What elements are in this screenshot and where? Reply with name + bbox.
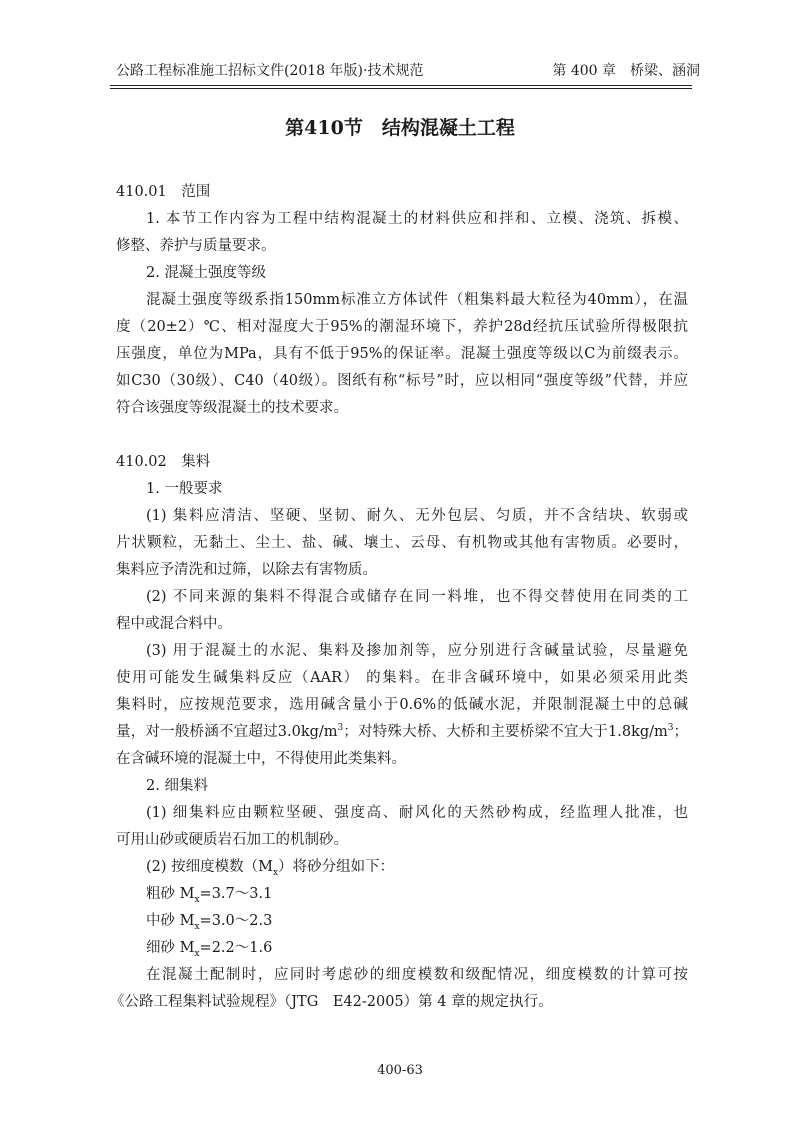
paragraph-line: 符合该强度等级混凝土的技术要求。 bbox=[116, 400, 348, 416]
sand-grade-coarse: 粗砂 $M_x=3.7\sim 3.1$ bbox=[146, 886, 273, 905]
paragraph-line: 量，对一般桥涵不宜超过$3.0kg/m^3$；对特殊大桥、大桥和主要桥梁不宜大于$1.8kg/m^3$； bbox=[116, 723, 689, 740]
paragraph-line: (1) 细集料应由颗粒坚硬、强度高、耐风化的天然砂构成，经监理人批准，也 bbox=[146, 805, 688, 821]
list-item-title: 2. 混凝土强度等级 bbox=[146, 265, 266, 281]
paragraph-line: 在含碱环境的混凝土中，不得使用此类集料。 bbox=[116, 751, 406, 767]
sand-grade-medium: 中砂 $M_x=3.0\sim 2.3$ bbox=[146, 913, 273, 932]
paragraph-line: (2) 按细度模数$(M_x)$将砂分组如下： bbox=[146, 859, 395, 878]
page-number: 400-63 bbox=[377, 1063, 423, 1078]
header-rule-thin bbox=[110, 88, 692, 89]
paragraph-line: 在混凝土配制时，应同时考虑砂的细度模数和级配情况，细度模数的计算可按 bbox=[146, 967, 688, 983]
paragraph-line: 混凝土强度等级系指150mm标准立方体试件（粗集料最大粒径为40mm），在温 bbox=[146, 292, 688, 308]
paragraph-line: 片状颗粒，无黏土、尘土、盐、碱、壤土、云母、有机物或其他有害物质。必要时， bbox=[116, 535, 688, 551]
paragraph-line: 压强度，单位为MPa，具有不低于95%的保证率。混凝土强度等级以C为前缀表示。 bbox=[116, 346, 688, 362]
sand-grade-fine: 细砂 $M_x=2.2\sim 1.6$ bbox=[146, 940, 273, 959]
list-item-title: 2. 细集料 bbox=[146, 778, 208, 794]
paragraph-line: 1. 本节工作内容为工程中结构混凝土的材料供应和拌和、立模、浇筑、拆模、 bbox=[146, 211, 688, 227]
paragraph-line: 使用可能发生碱集料反应（AAR） 的集料。在非含碱环境中，如果必须采用此类 bbox=[116, 670, 688, 686]
paragraph-line: 修整、养护与质量要求。 bbox=[116, 238, 276, 254]
paragraph-line: 如C30（30级）、C40（40级）。图纸有称“标号”时，应以相同“强度等级”代替，并应 bbox=[116, 373, 688, 389]
paragraph-line: 程中或混合料中。 bbox=[116, 616, 232, 632]
paragraph-line: 度（20±2）℃、相对湿度大于95%的潮湿环境下，养护28d经抗压试验所得极限抗 bbox=[116, 319, 688, 335]
paragraph-line: 《公路工程集料试验规程》（JTG E42-2005）第 4 章的规定执行。 bbox=[110, 994, 553, 1010]
paragraph-line: (1) 集料应清洁、坚硬、坚韧、耐久、无外包层、匀质，并不含结块、软弱或 bbox=[146, 508, 688, 524]
section-title: 第410节 结构混凝土工程 bbox=[285, 117, 515, 139]
section-heading-410-02: 410.02 集料 bbox=[116, 454, 211, 470]
list-item-title: 1. 一般要求 bbox=[146, 481, 223, 497]
paragraph-line: 集料时，应按规范要求，选用碱含量小于0.6%的低碱水泥，并限制混凝土中的总碱 bbox=[116, 697, 688, 713]
section-heading-410-01: 410.01 范围 bbox=[116, 184, 211, 200]
header-rule-thick bbox=[110, 85, 692, 86]
running-header-right: 第 400 章 桥梁、涵洞 bbox=[552, 63, 700, 79]
paragraph-line: 集料应予清洗和过筛，以除去有害物质。 bbox=[116, 562, 377, 578]
paragraph-line: 可用山砂或硬质岩石加工的机制砂。 bbox=[116, 832, 348, 848]
running-header-left: 公路工程标准施工招标文件(2018 年版)·技术规范 bbox=[116, 63, 424, 79]
paragraph-line: (2) 不同来源的集料不得混合或储存在同一料堆，也不得交替使用在同类的工 bbox=[146, 589, 688, 605]
paragraph-line: (3) 用于混凝土的水泥、集料及掺加剂等，应分别进行含碱量试验，尽量避免 bbox=[146, 643, 688, 659]
